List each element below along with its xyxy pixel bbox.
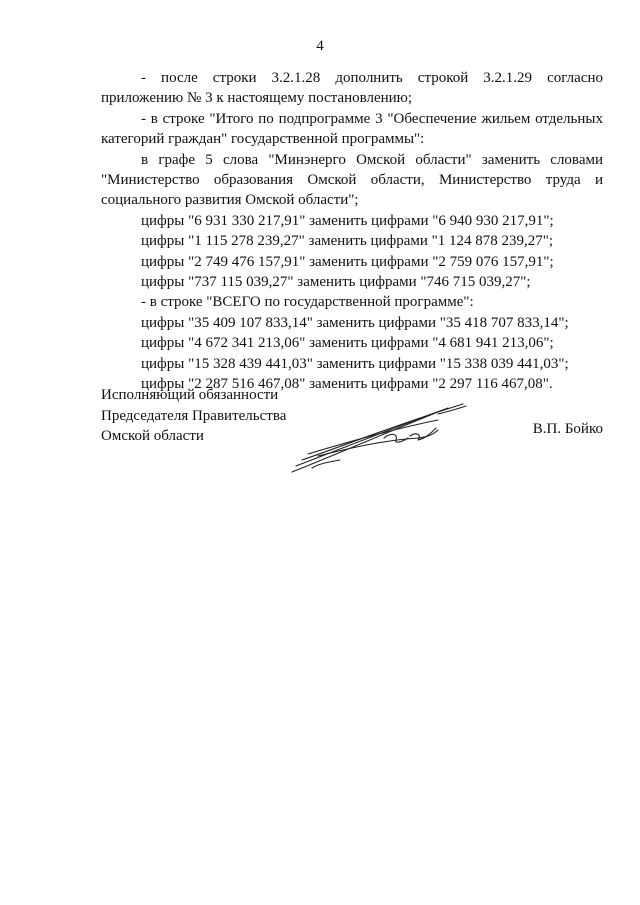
document-body [101, 68, 603, 395]
replacement-line: цифры "6 931 330 217,91" заменить цифрами "6 940 930 217,91"; [141, 212, 554, 229]
signature-title-line: Омской области [101, 428, 204, 445]
replacement-line: цифры "15 328 439 441,03" заменить цифрами "15 338 039 441,03"; [141, 355, 569, 372]
paragraph-subprogram-total: - в строке "Итого по подпрограмме 3 "Обеспечение жильем отдельных категорий граждан" государственной программы": [101, 110, 603, 148]
replacement-line: цифры "35 409 107 833,14" заменить цифрами "35 418 707 833,14"; [141, 314, 569, 331]
replacement-line: цифры "2 287 516 467,08" заменить цифрами "2 297 116 467,08". [141, 376, 553, 393]
signature-title-line: Исполняющий обязанности [101, 387, 279, 403]
paragraph-add-row: - после строки 3.2.1.28 дополнить строкой 3.2.1.29 согласно приложению № 3 к настоящему постановлению; [101, 70, 603, 107]
signer-name: В.П. Бойко [532, 421, 603, 437]
replacement-line: цифры "737 115 039,27" заменить цифрами "746 715 039,27"; [141, 274, 531, 291]
section-total-heading: - в строке "ВСЕГО по государственной программе": [141, 294, 474, 311]
paragraph-column-5: в графе 5 слова "Минэнерго Омской области" заменить словами "Министерство образования Омской области, Министерство труда и социального развития Омской области"; [101, 151, 603, 209]
handwritten-signature [288, 398, 478, 478]
page-number: 4 [316, 38, 324, 54]
replacement-line: цифры "2 749 476 157,91" заменить цифрами "2 759 076 157,91"; [141, 253, 554, 270]
replacement-line: цифры "4 672 341 213,06" заменить цифрами "4 681 941 213,06"; [141, 335, 554, 352]
signature-title-line: Председателя Правительства [101, 407, 287, 424]
replacement-line: цифры "1 115 278 239,27" заменить цифрами "1 124 878 239,27"; [141, 233, 554, 250]
